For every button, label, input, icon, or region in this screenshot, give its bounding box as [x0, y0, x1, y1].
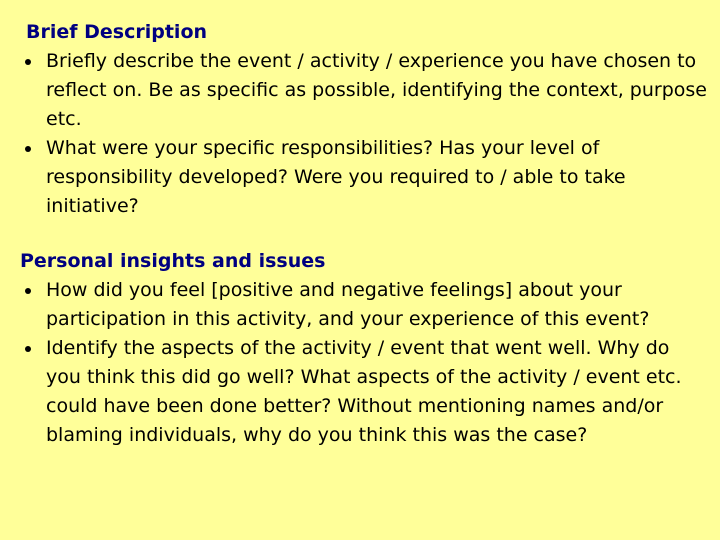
personal-insights-section: [20, 247, 710, 450]
personal-insights-heading: Personal insights and issues: [20, 250, 326, 272]
bullet-text: How did you feel [positive and negative feelings] about your participation in this activity, and your experience of this event?: [46, 279, 650, 330]
bullet-text: Briefly describe the event / activity / experience you have chosen to reflect on. Be as specific as possible, identifying the context, purpose etc.: [46, 50, 707, 130]
bullet-icon: [25, 346, 31, 352]
bullet-text: What were your specific responsibilities? Has your level of responsibility developed? Were you required to / able to take initiative?: [46, 137, 626, 217]
brief-description-section: [20, 18, 710, 221]
list-item: [20, 47, 710, 134]
list-item: [20, 276, 710, 334]
personal-insights-list: [20, 276, 710, 450]
brief-description-heading: Brief Description: [26, 21, 208, 43]
bullet-text: Identify the aspects of the activity / event that went well. Why do you think this did go well? What aspects of the activity / event etc. could have been done better? Without mentioning names and/or blaming individuals, why do you think this was the case?: [46, 337, 682, 446]
list-item: [20, 134, 710, 221]
list-item: [20, 334, 710, 450]
bullet-icon: [25, 146, 31, 152]
brief-description-list: [20, 47, 710, 221]
bullet-icon: [25, 288, 31, 294]
bullet-icon: [25, 59, 31, 65]
